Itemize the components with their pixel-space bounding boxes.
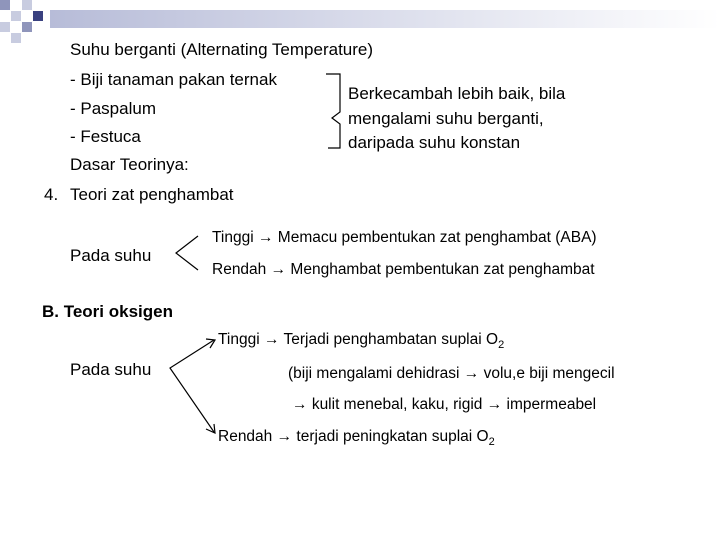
oxygen-theory-title: B. Teori oksigen bbox=[42, 302, 173, 321]
high-label-b: Tinggi bbox=[218, 331, 260, 348]
low-text-b: terjadi peningkatan suplai O bbox=[296, 428, 489, 445]
note-line-2: mengalami suhu berganti, bbox=[348, 109, 544, 128]
arrow-icon: → bbox=[263, 331, 280, 348]
low-text-a: Menghambat pembentukan zat penghambat bbox=[290, 261, 595, 278]
low-temp-line-b bbox=[218, 427, 495, 452]
low-label-b: Rendah bbox=[218, 428, 273, 445]
detail-skin: kulit menebal, kaku, rigid bbox=[311, 396, 483, 413]
basis-label: Dasar Teorinya: bbox=[70, 155, 189, 174]
theory-number: 4. bbox=[44, 185, 59, 204]
alternating-temperature-title: Suhu berganti (Alternating Temperature) bbox=[70, 40, 374, 59]
arrow-icon: → bbox=[292, 396, 308, 413]
high-text-b: Terjadi penghambatan suplai O bbox=[283, 331, 499, 348]
temp-label-a: Pada suhu bbox=[70, 246, 152, 265]
arrow-icon: → bbox=[276, 428, 293, 445]
arrow-icon: → bbox=[257, 229, 274, 246]
note-line-3: daripada suhu konstan bbox=[348, 133, 521, 152]
arrow-icon: → bbox=[486, 396, 503, 413]
theory-label: Teori zat penghambat bbox=[70, 185, 234, 204]
item-paspalum: - Paspalum bbox=[70, 99, 156, 118]
detail-impermeable: impermeabel bbox=[506, 396, 597, 413]
detail-line-1 bbox=[288, 364, 615, 384]
low-subscript: 2 bbox=[488, 436, 495, 448]
item-pakan-ternak: - Biji tanaman pakan ternak bbox=[70, 70, 277, 89]
low-label-a: Rendah bbox=[212, 261, 267, 278]
high-text-a: Memacu pembentukan zat penghambat (ABA) bbox=[277, 229, 597, 246]
high-subscript: 2 bbox=[498, 339, 505, 351]
temp-label-b: Pada suhu bbox=[70, 360, 152, 379]
item-festuca: - Festuca bbox=[70, 127, 141, 146]
arrow-icon: → bbox=[270, 261, 287, 278]
high-label-a: Tinggi bbox=[212, 229, 254, 246]
arrow-icon: → bbox=[463, 365, 480, 382]
note-line-1: Berkecambah lebih baik, bila bbox=[348, 84, 566, 103]
detail-line-2 bbox=[292, 395, 596, 415]
detail-volume: volu,e biji mengecil bbox=[483, 365, 615, 382]
detail-dehydration: (biji mengalami dehidrasi bbox=[288, 365, 460, 382]
